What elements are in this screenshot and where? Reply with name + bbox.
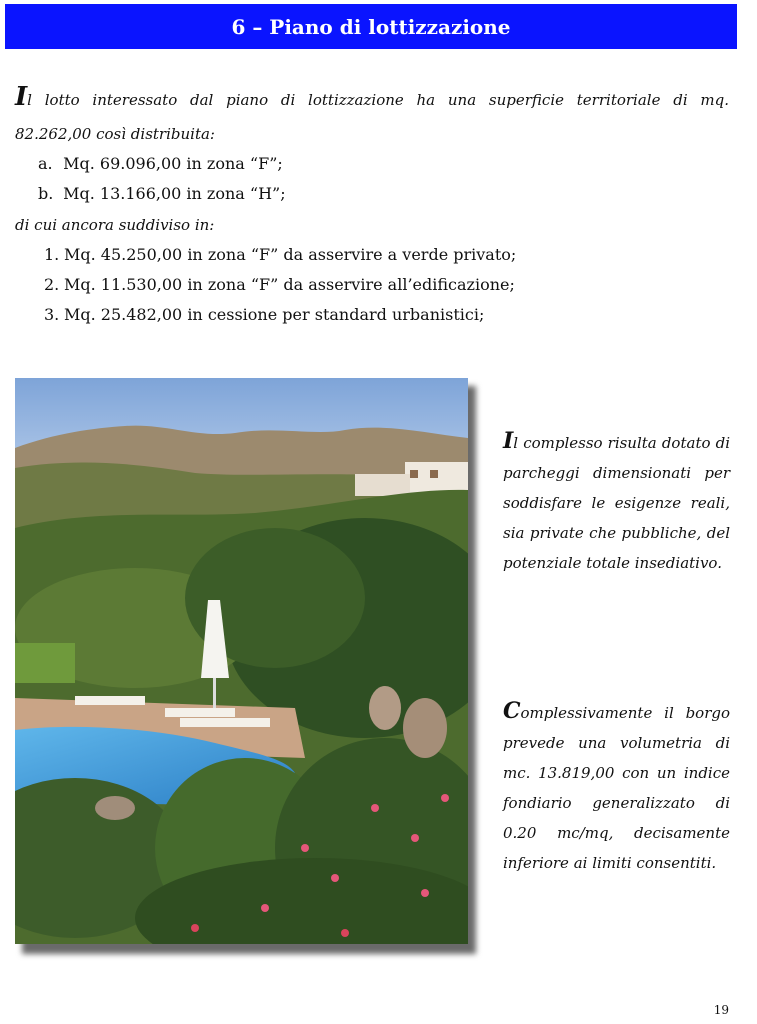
list-item-text: Mq. 25.482,00 in cessione per standard urbanistici; bbox=[64, 305, 485, 324]
parking-paragraph bbox=[503, 428, 730, 578]
list-item bbox=[38, 149, 286, 179]
page-number: 19 bbox=[713, 1003, 729, 1017]
parking-text: l complesso risulta dotato di parcheggi dimensionati per soddisfare le esigenze reali, sia private che pubbliche, del potenziale totale insediativo. bbox=[503, 434, 730, 572]
volume-paragraph bbox=[503, 698, 730, 878]
intro-paragraph-line1 bbox=[15, 82, 729, 118]
photo-illustration bbox=[15, 378, 468, 944]
subdivision-label: di cui ancora suddiviso in: bbox=[15, 216, 215, 234]
list-item bbox=[44, 270, 516, 300]
list-marker: b. bbox=[38, 184, 54, 203]
intro-dropcap: I bbox=[15, 82, 28, 112]
list-item-text: Mq. 69.096,00 in zona “F”; bbox=[63, 154, 283, 173]
list-marker: 1. bbox=[44, 245, 60, 264]
list-item bbox=[44, 300, 516, 330]
intro-text-line1: l lotto interessato dal piano di lottizzazione ha una superficie territoriale di mq. bbox=[27, 91, 729, 109]
list-item-text: Mq. 11.530,00 in zona “F” da asservire all’edificazione; bbox=[64, 275, 515, 294]
list-marker: 2. bbox=[44, 275, 60, 294]
subdivision-list bbox=[44, 240, 516, 330]
zone-list bbox=[38, 149, 286, 209]
list-marker: 3. bbox=[44, 305, 60, 324]
resort-pool-photo bbox=[15, 378, 468, 944]
volume-text: omplessivamente il borgo prevede una volumetria di mc. 13.819,00 con un indice fondiario generalizzato di 0.20 mc/mq, decisamente inferiore ai limiti consentiti. bbox=[503, 704, 730, 872]
list-marker: a. bbox=[38, 154, 53, 173]
list-item-text: Mq. 13.166,00 in zona “H”; bbox=[63, 184, 286, 203]
list-item bbox=[38, 179, 286, 209]
list-item-text: Mq. 45.250,00 in zona “F” da asservire a verde privato; bbox=[64, 245, 517, 264]
section-title: 6 – Piano di lottizzazione bbox=[231, 14, 511, 39]
page-header bbox=[5, 4, 737, 49]
list-item bbox=[44, 240, 516, 270]
volume-dropcap: C bbox=[503, 698, 521, 724]
parking-dropcap: I bbox=[503, 428, 514, 454]
intro-paragraph-line2: 82.262,00 così distribuita: bbox=[15, 125, 215, 143]
